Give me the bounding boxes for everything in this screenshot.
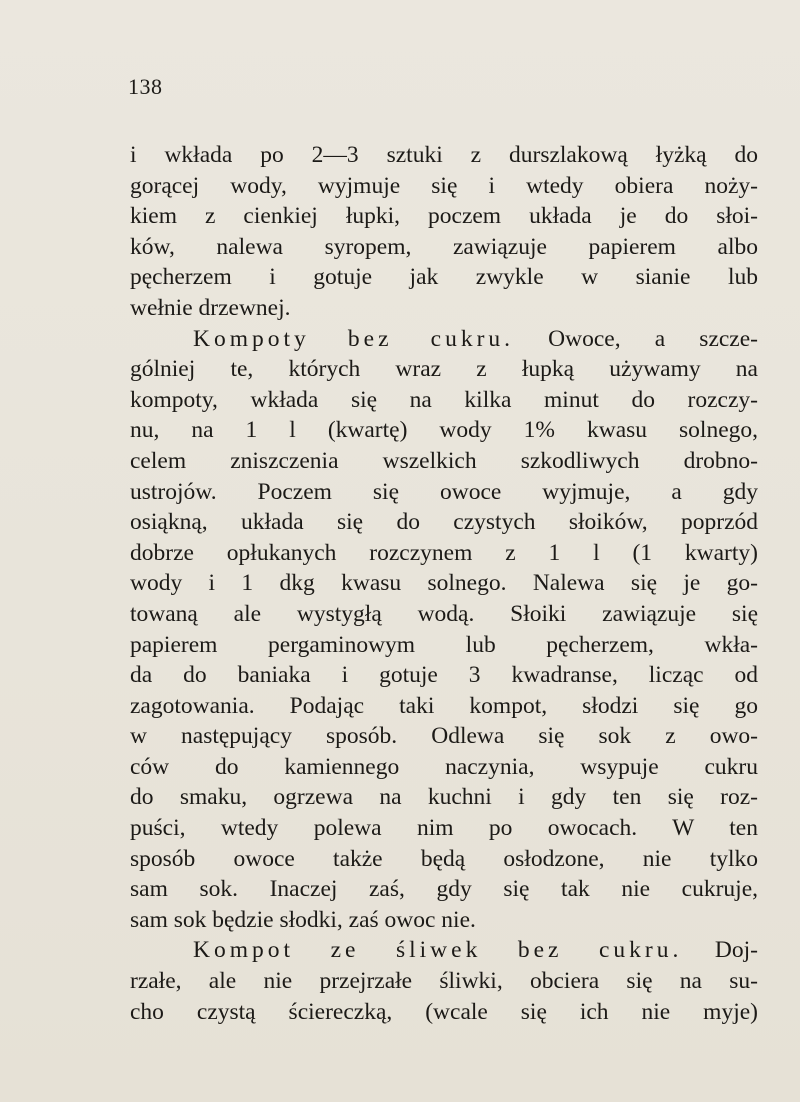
text-line: kiem z cienkiej łupki, poczem układa je do słoi- [130,203,758,230]
section-heading: Kompot ze śliwek bez cukru. [193,937,683,964]
text-line: ców do kamiennego naczynia, wsypuje cukru [130,753,758,780]
text-line: gólniej te, których wraz z łupką używamy na [130,356,758,383]
text-line: cho czystą ściereczką, (wcale się ich nie myje) [130,998,758,1025]
text-line: sam sok. Inaczej zaś, gdy się tak nie cukruje, [130,876,758,903]
text-line: dobrze opłukanych rozczynem z 1 l (1 kwarty) [130,539,758,566]
text-line: wody i 1 dkg kwasu solnego. Nalewa się je go- [130,570,758,597]
text-line: rzałe, ale nie przejrzałe śliwki, obciera się na su- [130,968,758,995]
text-line: do smaku, ogrzewa na kuchni i gdy ten się roz- [130,784,758,811]
text-line: sam sok będzie słodki, zaś owoc nie. [130,906,476,933]
text-line: nu, na 1 l (kwartę) wody 1% kwasu solnego, [130,417,758,444]
text-line: pęcherzem i gotuje jak zwykle w sianie lub [130,264,758,291]
text-line: gorącej wody, wyjmuje się i wtedy obiera noży- [130,172,758,199]
section-heading-line [130,324,758,355]
section-heading-rest: Owoce, a szcze- [514,325,758,352]
section-heading-line [130,935,758,966]
text-line: ustrojów. Poczem się owoce wyjmuje, a gdy [130,478,758,505]
section-heading-rest: Doj- [682,937,758,964]
text-line: papierem pergaminowym lub pęcherzem, wkła- [130,631,758,658]
text-line: celem zniszczenia wszelkich szkodliwych drobno- [130,447,758,474]
body-text [130,140,758,1027]
text-line: puści, wtedy polewa nim po owocach. W ten [130,815,758,842]
text-line: kompoty, wkłada się na kilka minut do rozczy- [130,386,758,413]
text-line: i wkłada po 2—3 sztuki z durszlakową łyżką do [130,142,758,168]
text-line: towaną ale wystygłą wodą. Słoiki zawiązuje się [130,600,758,627]
section-heading: Kompoty bez cukru. [193,325,515,352]
text-line: wełnie drzewnej. [130,294,291,321]
text-line: sposób owoce także będą osłodzone, nie tylko [130,845,758,872]
text-line: ków, nalewa syropem, zawiązuje papierem albo [130,233,758,260]
text-line: da do baniaka i gotuje 3 kwadranse, licząc od [130,662,758,689]
text-line: w następujący sposób. Odlewa się sok z owo- [130,723,758,750]
text-line: zagotowania. Podając taki kompot, słodzi się go [130,692,758,719]
text-line: osiąkną, układa się do czystych słoików, poprzód [130,509,758,536]
page-number: 138 [128,74,163,99]
